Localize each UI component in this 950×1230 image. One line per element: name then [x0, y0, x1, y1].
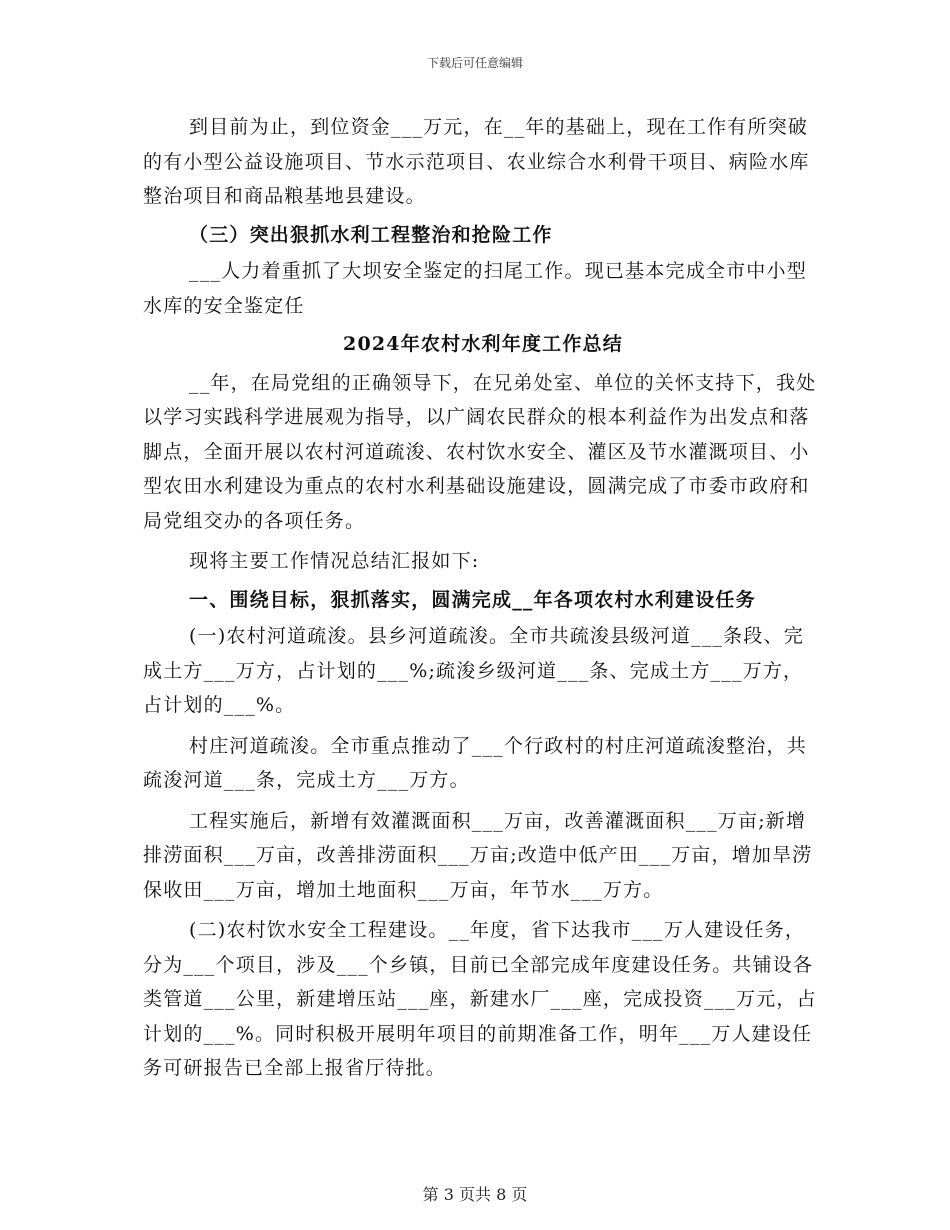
paragraph-river-dredging: (一)农村河道疏浚。县乡河道疏浚。全市共疏浚县级河道___条段、完成土方___万方，占计划的___%;疏浚乡级河道___条、完成土方___万方，占计划的___%。 [143, 625, 804, 716]
paragraph-funding: 到目前为止，到位资金___万元，在__年的基础上，现在工作有所突破的有小型公益设施项目、节水示范项目、农业综合水利骨干项目、病险水库整治项目和商品粮基地县建设。 [143, 116, 810, 207]
paragraph-dam-safety: ___人力着重抓了大坝安全鉴定的扫尾工作。现已基本完成全市中小型水库的安全鉴定任 [143, 260, 807, 317]
document-body [143, 110, 823, 1086]
section-heading-3: （三）突出狠抓水利工程整治和抢险工作 [189, 223, 553, 246]
section-heading-1: 一、围绕目标，狠抓落实，圆满完成__年各项农村水利建设任务 [189, 588, 756, 611]
paragraph-intro: __年，在局党组的正确领导下，在兄弟处室、单位的关怀支持下，我处以学习实践科学进展观为指导，以广阔农民群众的根本利益作为出发点和落脚点，全面开展以农村河道疏浚、农村饮水安全、灌区及节水灌溉项目、小型农田水利建设为重点的农村水利基础设施建设，圆满完成了市委市政府和局党组交办的各项任务。 [143, 371, 817, 532]
paragraph-drinking-water: (二)农村饮水安全工程建设。__年度，省下达我市___万人建设任务，分为___个项目，涉及___个乡镇，目前已全部完成年度建设任务。共铺设各类管道___公里，新建增压站___座，新建水厂___座，完成投资___万元，占计划的___%。同时积极开展明年项目的前期准备工作，明年___万人建设任务可研报告已全部上报省厅待批。 [143, 919, 817, 1079]
paragraph-effects: 工程实施后，新增有效灌溉面积___万亩，改善灌溉面积___万亩;新增排涝面积___万亩，改善排涝面积___万亩;改造中低产田___万亩，增加旱涝保收田___万亩，增加土地面积___万亩，年节水___万方。 [143, 809, 813, 901]
paragraph-village-rivers: 村庄河道疏浚。全市重点推动了___个行政村的村庄河道疏浚整治，共疏浚河道___条，完成土方___万方。 [143, 734, 807, 791]
page-header-note: 下载后可任意编辑 [426, 56, 523, 70]
paragraph-report-line: 现将主要工作情况总结汇报如下: [189, 550, 480, 572]
page-number: 第 3 页共 8 页 [422, 1185, 528, 1204]
document-title: 2024年农村水利年度工作总结 [343, 333, 623, 355]
